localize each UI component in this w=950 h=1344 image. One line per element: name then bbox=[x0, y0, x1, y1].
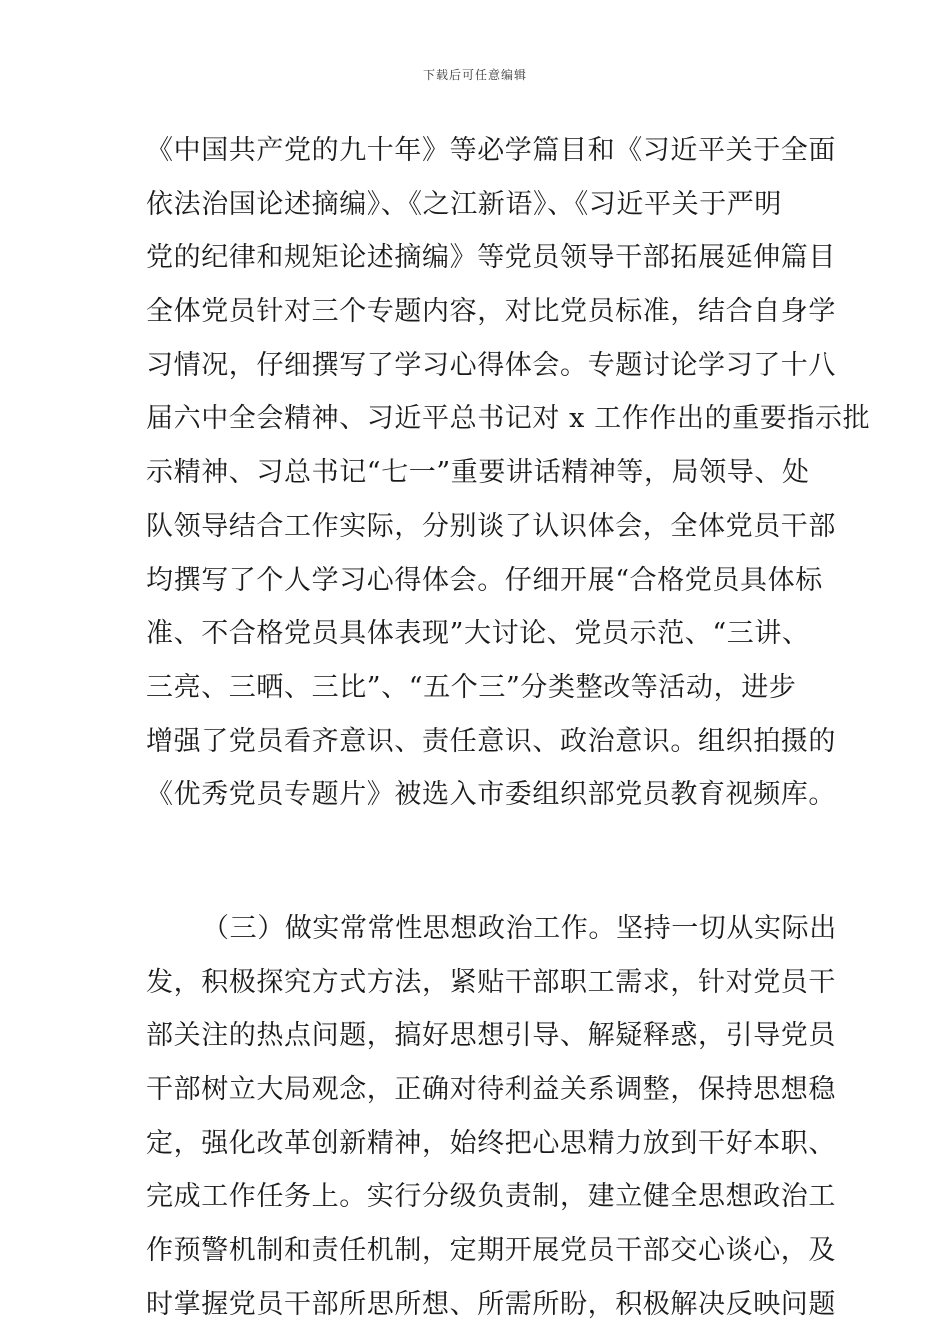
paragraph-1 bbox=[146, 124, 871, 822]
text-line: 完成工作任务上。实行分级负责制，建立健全思想政治工 bbox=[146, 1181, 836, 1213]
page-header: 下载后可任意编辑 bbox=[422, 68, 527, 82]
text-line: 全体党员针对三个专题内容，对比党员标准，结合自身学 bbox=[146, 296, 836, 328]
text-line: 党的纪律和规矩论述摘编》等党员领导干部拓展延伸篇目 bbox=[146, 242, 836, 274]
text-line: 均撰写了个人学习心得体会。仔细开展“合格党员具体标 bbox=[146, 564, 823, 596]
text-line: 作预警机制和责任机制，定期开展党员干部交心谈心，及 bbox=[146, 1235, 836, 1267]
text-line: 习情况，仔细撰写了学习心得体会。专题讨论学习了十八 bbox=[146, 349, 836, 381]
text-line-indented: （三）做实常常性思想政治工作。坚持一切从实际出 bbox=[202, 912, 837, 944]
document-body bbox=[146, 124, 871, 1331]
text-line: 准、不合格党员具体表现”大讨论、党员示范、“三讲、 bbox=[146, 618, 810, 650]
paragraph-2 bbox=[146, 902, 837, 1332]
text-line: 部关注的热点问题，搞好思想引导、解疑释惑，引导党员 bbox=[146, 1020, 836, 1052]
paragraph-spacer bbox=[146, 822, 808, 902]
text-line: 时掌握党员干部所思所想、所需所盼，积极解决反映问题 bbox=[146, 1288, 836, 1320]
text-line: 增强了党员看齐意识、责任意识、政治意识。组织拍摄的 bbox=[146, 725, 836, 757]
text-line: 届六中全会精神、习近平总书记对 x 工作作出的重要指示批 bbox=[146, 403, 871, 435]
text-line: 《中国共产党的九十年》等必学篇目和《习近平关于全面 bbox=[146, 135, 836, 166]
text-line: 队领导结合工作实际，分别谈了认识体会，全体党员干部 bbox=[146, 510, 836, 542]
text-line: 三亮、三晒、三比”、“五个三”分类整改等活动，进步 bbox=[146, 671, 797, 703]
text-line: 发，积极探究方式方法，紧贴干部职工需求，针对党员干 bbox=[146, 966, 836, 998]
text-line: 定，强化改革创新精神，始终把心思精力放到干好本职、 bbox=[146, 1127, 836, 1159]
text-line: 《优秀党员专题片》被选入市委组织部党员教育视频库。 bbox=[146, 779, 836, 811]
text-line: 依法治国论述摘编》、《之江新语》、《习近平关于严明 bbox=[146, 188, 782, 220]
text-line: 示精神、习总书记“七一”重要讲话精神等，局领导、处 bbox=[146, 457, 810, 489]
text-line: 干部树立大局观念，正确对待利益关系调整，保持思想稳 bbox=[146, 1074, 836, 1105]
